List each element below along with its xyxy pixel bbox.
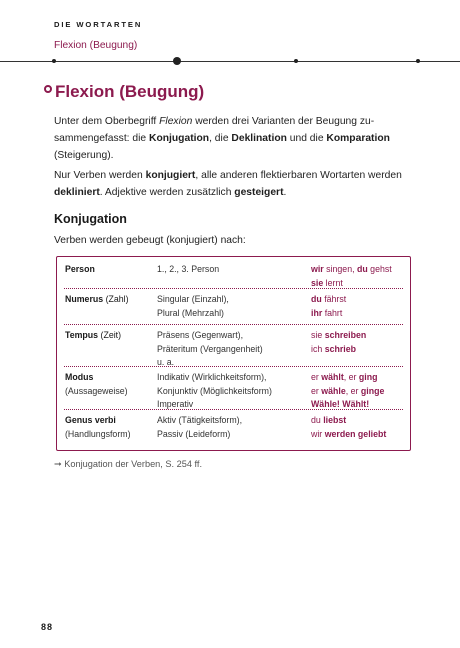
table-cell-forms: Indikativ (Wirklichkeitsform), Konjunktiv (Möglichkeitsform) Imperativ	[157, 372, 272, 409]
table-cell-category: Modus (Aussageweise)	[65, 372, 128, 396]
table-cell-examples: sie schreiben ich schrieb	[311, 330, 367, 354]
page-number: 88	[41, 622, 54, 632]
table-row-divider	[64, 366, 403, 367]
table-row-divider	[64, 324, 403, 325]
section-bullet-icon	[44, 85, 52, 93]
section-title: Flexion (Beugung)	[55, 82, 205, 101]
paragraph-konjugiert: Nur Verben werden konjugiert, alle anderen flektierbaren Wortarten werden dekliniert. Adjektive werden zusätzlich gesteigert.	[54, 170, 402, 198]
rule-dot	[52, 59, 56, 63]
table-row-divider	[64, 288, 403, 289]
running-header-kicker: DIE WORTARTEN	[54, 20, 143, 29]
table-cell-examples: du fährst ihr fahrt	[311, 294, 347, 318]
table-cell-category: Numerus (Zahl)	[65, 294, 129, 304]
table-cell-examples: wir singen, du gehst sie lernt	[311, 264, 392, 288]
table-cell-category: Tempus (Zeit)	[65, 330, 122, 340]
table-cell-forms: Aktiv (Tätigkeitsform), Passiv (Leideform)	[157, 415, 243, 439]
table-cell-examples: du liebst wir werden geliebt	[311, 415, 387, 439]
rule-dot	[416, 59, 420, 63]
table-cell-category: Person	[65, 264, 95, 274]
subsection-title: Konjugation	[54, 212, 127, 226]
table-cell-forms: 1., 2., 3. Person	[157, 264, 220, 274]
table-cell-category: Genus verbi (Handlungsform)	[65, 415, 131, 439]
table-cell-forms: Singular (Einzahl), Plural (Mehrzahl)	[157, 294, 229, 318]
rule-dot	[173, 57, 181, 65]
conjugation-table	[56, 256, 411, 451]
table-row-divider	[64, 409, 403, 410]
table-cell-examples: er wählt, er ging er wähle, er ginge Wähle! Wählt!	[311, 372, 385, 409]
header-rule	[0, 61, 460, 62]
cross-reference-link[interactable]: ➞ Konjugation der Verben, S. 254 ff.	[54, 459, 202, 469]
paragraph-flexion: Unter dem Oberbegriff Flexion werden drei Varianten der Beugung zu- sammengefasst: die Konjugation, die Deklination und die Komparation (Steigerung).	[54, 116, 390, 161]
subsection-intro: Verben werden gebeugt (konjugiert) nach:	[54, 235, 246, 246]
rule-dot	[294, 59, 298, 63]
table-cell-forms: Präsens (Gegenwart), Präteritum (Vergangenheit) u. a.	[157, 330, 263, 367]
running-header-subtitle: Flexion (Beugung)	[54, 40, 138, 51]
